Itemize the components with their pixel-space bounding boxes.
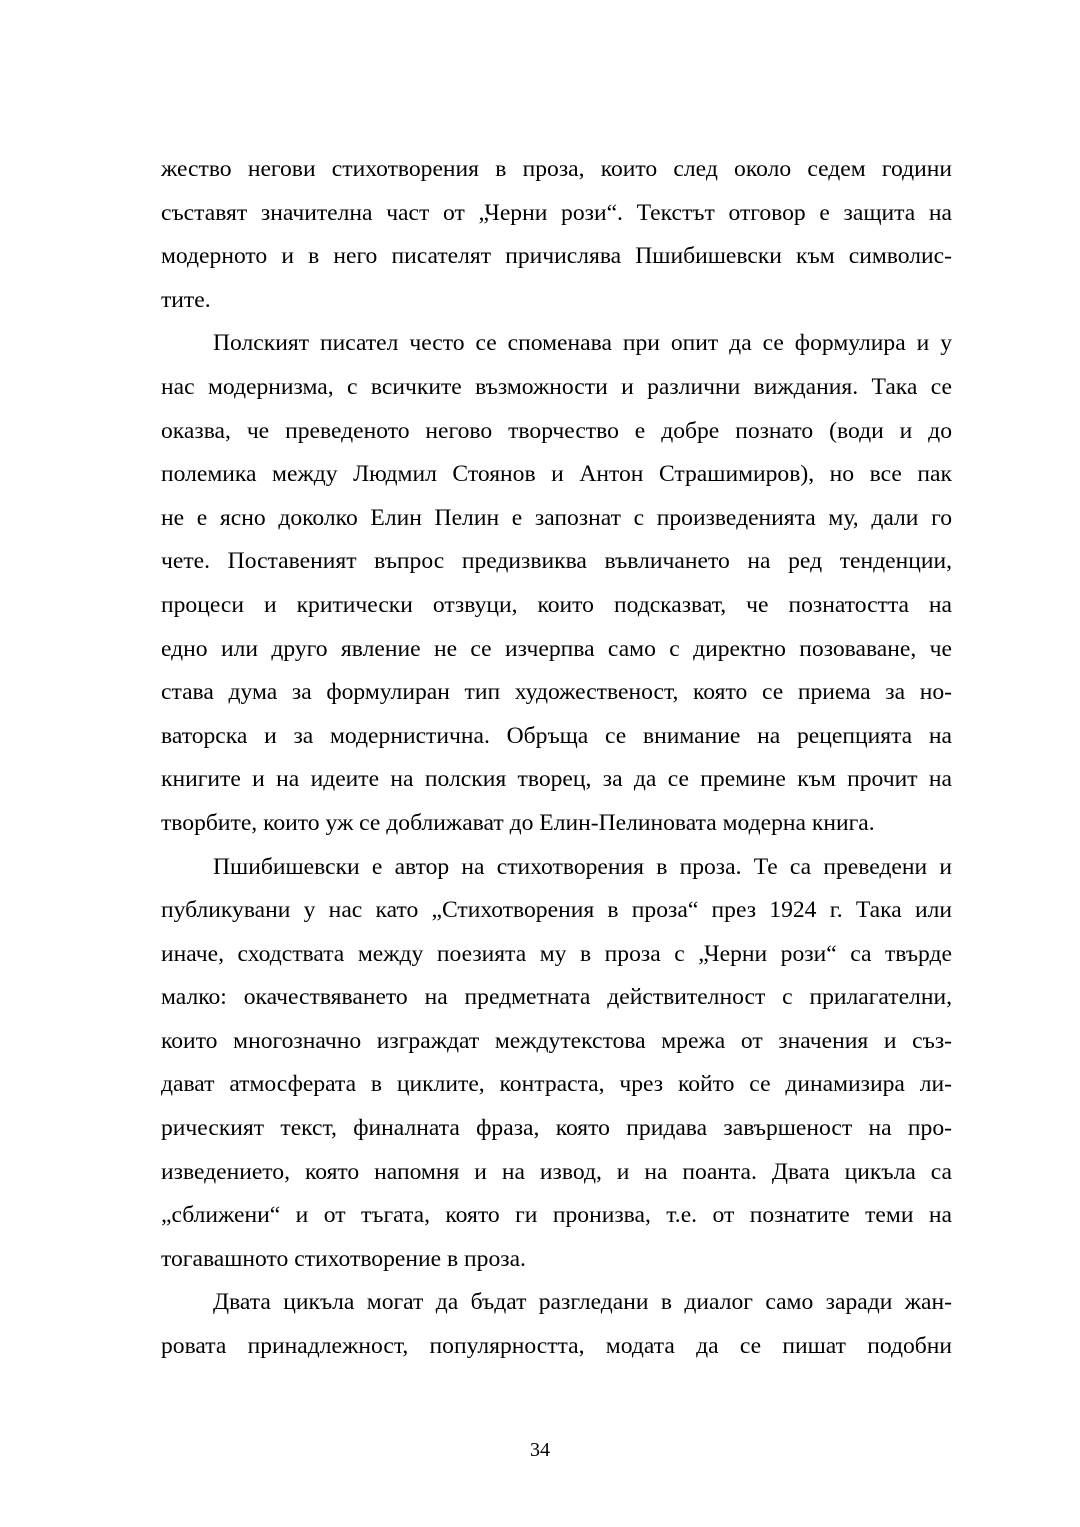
text-line: книгите и на идеите на полския творец, за да се премине към прочит на bbox=[161, 766, 952, 793]
text-line: чете. Поставеният въпрос предизвиква въвличането на ред тенденции, bbox=[161, 548, 952, 575]
text-line: рическият текст, финалната фраза, която придава завършеност на про- bbox=[161, 1115, 952, 1142]
text-line: нас модернизма, с всичките възможности и различни виждания. Така се bbox=[161, 373, 952, 400]
paragraph bbox=[161, 322, 952, 845]
text-line: става дума за формулиран тип художественост, която се приема за но- bbox=[161, 679, 952, 706]
text-line: модерното и в него писателят причислява Пшибишевски към символис- bbox=[161, 243, 952, 270]
page-number: 34 bbox=[530, 1439, 550, 1461]
text-line: Полският писател често се споменава при опит да се формулира и у bbox=[213, 330, 952, 357]
text-line: Двата цикъла могат да бъдат разгледани в диалог само заради жан- bbox=[213, 1289, 952, 1316]
text-line: ровата принадлежност, популярността, модата да се пишат подобни bbox=[161, 1333, 952, 1360]
text-line: жество негови стихотворения в проза, които след около седем години bbox=[161, 156, 952, 182]
text-line: едно или друго явление не се изчерпва само с директно позоваване, че bbox=[161, 635, 952, 662]
body-text bbox=[161, 148, 952, 1369]
text-line: полемика между Людмил Стоянов и Антон Страшимиров), но все пак bbox=[161, 461, 952, 488]
text-line: оказва, че преведеното негово творчество е добре познато (води и до bbox=[161, 417, 952, 444]
paragraph bbox=[161, 148, 952, 322]
text-line: които многозначно изграждат междутекстова мрежа от значения и съз- bbox=[161, 1027, 952, 1054]
text-line: процеси и критически отзвуци, които подсказват, че познатостта на bbox=[161, 591, 952, 618]
text-line: съставят значителна част от „Черни рози“. Текстът отговор е защита на bbox=[161, 199, 952, 226]
text-line: Пшибишевски е автор на стихотворения в проза. Те са преведени и bbox=[213, 853, 952, 880]
text-line: ваторска и за модернистична. Обръща се внимание на рецепцията на bbox=[161, 722, 952, 749]
text-line: тите. bbox=[161, 286, 211, 313]
text-line: иначе, сходствата между поезията му в проза с „Черни рози“ са твърде bbox=[161, 940, 952, 967]
text-line: творбите, които уж се доближават до Елин-Пелиновата модерна книга. bbox=[161, 809, 875, 836]
text-line: изведението, която напомня и на извод, и на поанта. Двата цикъла са bbox=[161, 1158, 952, 1185]
text-line: не е ясно доколко Елин Пелин е запознат с произведенията му, дали го bbox=[161, 504, 952, 531]
text-line: тогавашното стихотворение в проза. bbox=[161, 1245, 526, 1272]
text-line: публикувани у нас като „Стихотворения в проза“ през 1924 г. Така или bbox=[161, 897, 952, 924]
paragraph bbox=[161, 1281, 952, 1368]
text-line: дават атмосферата в циклите, контраста, чрез който се динамизира ли- bbox=[161, 1071, 952, 1098]
text-line: „сближени“ и от тъгата, която ги пронизва, т.е. от познатите теми на bbox=[161, 1202, 952, 1229]
paragraph bbox=[161, 846, 952, 1282]
text-line: малко: окачествяването на предметната действителност с прилагателни, bbox=[161, 984, 952, 1011]
